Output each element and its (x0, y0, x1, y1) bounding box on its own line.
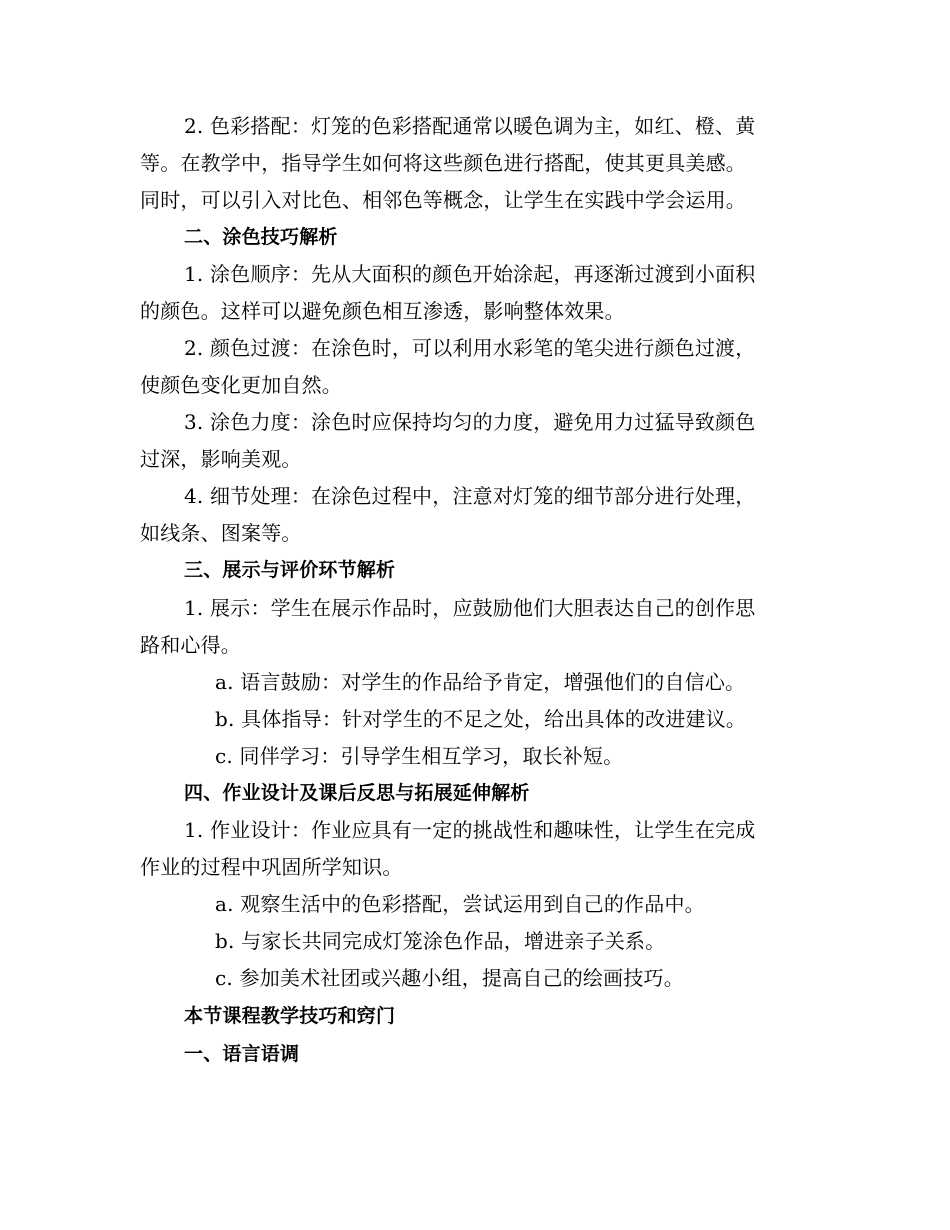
list-item: a. 语言鼓励：对学生的作品给予肯定，增强他们的自信心。 (215, 670, 746, 694)
paragraph-line: 作业的过程中巩固所学知识。 (140, 855, 403, 879)
paragraph-line: 1. 展示：学生在展示作品时，应鼓励他们大胆表达自己的创作思 (184, 596, 756, 620)
section-heading: 四、作业设计及课后反思与拓展延伸解析 (184, 782, 530, 804)
paragraph-line: 4. 细节处理：在涂色过程中，注意对灯笼的细节部分进行处理， (184, 484, 756, 508)
paragraph-line: 3. 涂色力度：涂色时应保持均匀的力度，避免用力过猛导致颜色 (184, 410, 756, 434)
section-heading: 三、展示与评价环节解析 (184, 559, 396, 581)
paragraph-line: 2. 颜色过渡：在涂色时，可以利用水彩笔的笔尖进行颜色过渡， (184, 336, 756, 360)
list-item: c. 同伴学习：引导学生相互学习，取长补短。 (215, 744, 624, 768)
paragraph-line: 路和心得。 (140, 633, 241, 657)
section-heading: 本节课程教学技巧和窍门 (184, 1005, 396, 1027)
section-heading: 一、语言语调 (184, 1043, 300, 1065)
paragraph-line: 的颜色。这样可以避免颜色相互渗透，影响整体效果。 (140, 299, 625, 323)
paragraph-line: 2. 色彩搭配：灯笼的色彩搭配通常以暖色调为主，如红、橙、黄 (184, 114, 756, 138)
paragraph-line: 等。在教学中，指导学生如何将这些颜色进行搭配，使其更具美感。 (140, 151, 746, 175)
list-item: b. 具体指导：针对学生的不足之处，给出具体的改进建议。 (215, 707, 747, 731)
paragraph-line: 如线条、图案等。 (140, 521, 302, 545)
paragraph-line: 1. 作业设计：作业应具有一定的挑战性和趣味性，让学生在完成 (184, 818, 756, 842)
list-item: c. 参加美术社团或兴趣小组，提高自己的绘画技巧。 (215, 966, 684, 990)
list-item: a. 观察生活中的色彩搭配，尝试运用到自己的作品中。 (215, 892, 705, 916)
paragraph-line: 1. 涂色顺序：先从大面积的颜色开始涂起，再逐渐过渡到小面积 (184, 262, 756, 286)
paragraph-line: 使颜色变化更加自然。 (140, 373, 342, 397)
paragraph-line: 过深，影响美观。 (140, 447, 302, 471)
list-item: b. 与家长共同完成灯笼涂色作品，增进亲子关系。 (215, 929, 666, 953)
paragraph-line: 同时，可以引入对比色、相邻色等概念，让学生在实践中学会运用。 (140, 188, 746, 212)
section-heading: 二、涂色技巧解析 (184, 226, 338, 248)
